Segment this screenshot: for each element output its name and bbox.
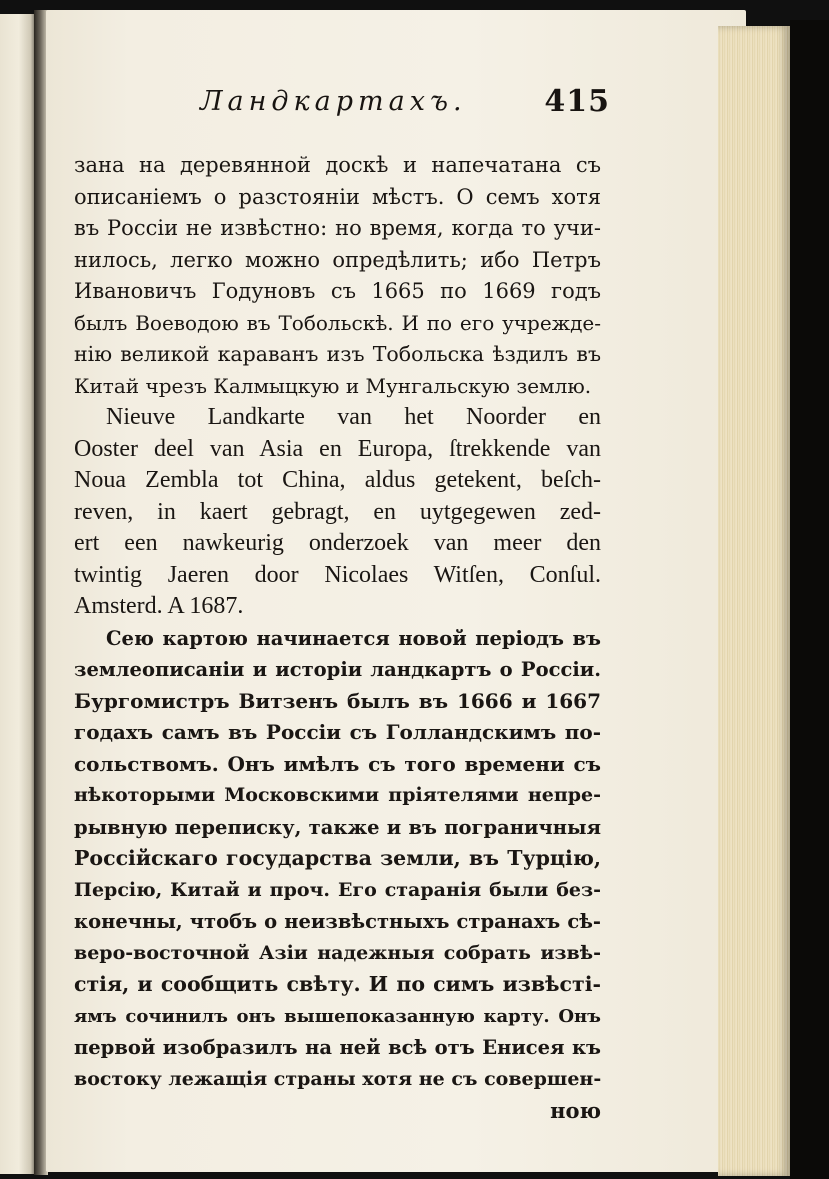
text-line: нилось, легко можно опредѣлить; ибо Петръ <box>74 247 601 272</box>
text-line: нѣкоторыми Московскими прiятелями непре- <box>74 784 601 806</box>
text-line-latin: Nieuve Landkarte van het Noorder en <box>106 404 601 430</box>
text-line-latin: twintig Jaeren door Nicolaes Witſen, Conſul. <box>74 561 601 588</box>
text-line: Персiю, Китай и проч. Его старанiя были без- <box>74 878 601 901</box>
running-head: Ландкартахъ. <box>200 86 467 117</box>
text-line-latin: reven, in kaert gebragt, en uytgegewen zed- <box>74 498 601 525</box>
text-line: годахъ самъ въ Россiи съ Голландскимъ по- <box>74 720 601 744</box>
page-header <box>200 86 610 134</box>
text-line: Бургомистръ Витзенъ былъ въ 1666 и 1667 <box>74 688 601 713</box>
text-line: веро-восточной Азiи надежныя собрать извѣ- <box>74 941 601 964</box>
text-line-latin: Noua Zembla tot China, aldus getekent, beſch- <box>74 467 601 493</box>
text-line-latin: Amsterd. A 1687. <box>74 593 244 619</box>
facing-page-edge <box>0 14 34 1174</box>
page-number: 415 <box>544 84 610 119</box>
catchword: ною <box>550 1098 601 1123</box>
text-line: рывную переписку, также и въ пограничныя <box>74 815 601 839</box>
text-line: нiю великой караванъ изъ Тобольска ѣздилъ въ <box>74 342 601 366</box>
scan-background <box>790 20 829 1179</box>
text-line-latin: Ooster deel van Asia en Europa, ſtrekkende van <box>74 435 601 462</box>
body-text <box>74 150 601 1127</box>
text-line: Россiйскаго государства земли, въ Турцiю, <box>74 846 601 870</box>
text-line: стiя, и сообщить свѣту. И по симъ извѣстi- <box>74 972 601 996</box>
text-line: первой изобразилъ на ней всѣ отъ Енисея къ <box>74 1036 601 1059</box>
text-line: землеописанiи и исторiи ландкартъ о Россiи. <box>74 658 601 681</box>
text-line: въ Россiи не извѣстно: но время, когда то учи- <box>74 216 601 240</box>
text-line: Китай чрезъ Калмыцкую и Мунгальскую землю. <box>74 373 592 398</box>
text-line: былъ Воеводою въ Тобольскѣ. И по его учрежде- <box>74 310 601 335</box>
text-line: описанiемъ о разстоянiи мѣстъ. О семъ хотя <box>74 184 601 209</box>
text-line: Сею картою начинается новой перiодъ въ <box>106 626 601 650</box>
page-block-edge <box>718 26 790 1176</box>
text-line: ямъ сочинилъ онъ вышепоказанную карту. Онъ <box>74 1005 601 1027</box>
text-line: зана на деревянной доскѣ и напечатана съ <box>74 153 601 177</box>
text-line: Ивановичъ Годуновъ съ 1665 по 1669 годъ <box>74 279 601 303</box>
text-line: конечны, чтобъ о неизвѣстныхъ странахъ сѣ- <box>74 910 601 933</box>
text-line-latin: ert een nawkeurig onderzoek van meer den <box>74 530 601 556</box>
text-line: сольствомъ. Онъ имѣлъ съ того времени съ <box>74 751 601 776</box>
text-line: востоку лежащiя страны хотя не съ совершен- <box>74 1067 601 1090</box>
